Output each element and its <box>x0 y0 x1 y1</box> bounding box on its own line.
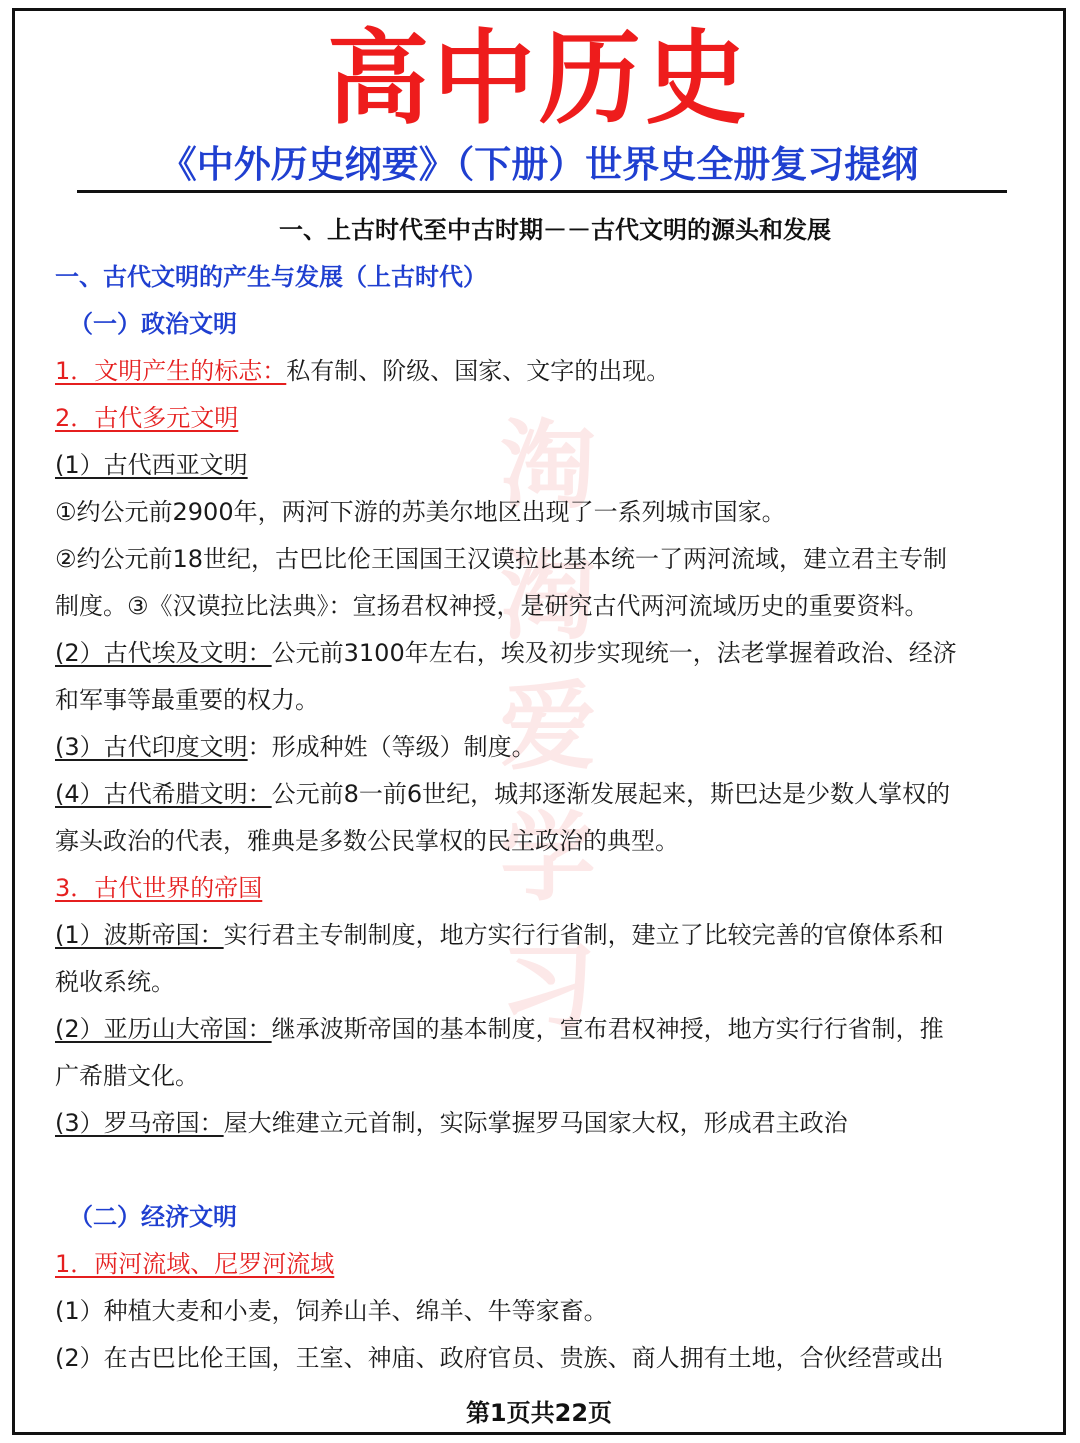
paragraph-line: ②约公元前18世纪，古巴比伦王国国王汉谟拉比基本统一了两河流域，建立君主专制 <box>55 545 948 573</box>
subsection-title-political: （一）政治文明 <box>69 310 237 338</box>
list-item <box>55 724 1035 771</box>
list-item <box>55 1100 1035 1147</box>
watermark-char: 学 <box>500 800 596 914</box>
part-title: 一、古代文明的产生与发展（上古时代） <box>55 263 487 291</box>
subsection-title-economic: （二）经济文明 <box>69 1203 237 1231</box>
paragraph-line: (2）在古巴比伦王国，王室、神庙、政府官员、贵族、商人拥有土地，合伙经营或出 <box>55 1344 944 1372</box>
item-label: 1．两河流域、尼罗河流域 <box>55 1250 335 1278</box>
list-item <box>55 771 1035 818</box>
list-item <box>55 442 1035 489</box>
item-label: (3）罗马帝国： <box>55 1109 224 1137</box>
item-text: ：形成种姓（等级）制度。 <box>247 733 536 761</box>
paragraph-line: 寡头政治的代表，雅典是多数公民掌权的民主政治的典型。 <box>55 827 679 855</box>
item-text: 公元前3100年左右，埃及初步实现统一，法老掌握着政治、经济 <box>271 639 957 667</box>
item-text: 实行君主专制制度，地方实行行省制，建立了比较完善的官僚体系和 <box>223 921 944 949</box>
section-title: 一、上古时代至中古时期－－古代文明的源头和发展 <box>279 216 831 244</box>
title-divider <box>77 190 1007 193</box>
item-label: (2）亚历山大帝国： <box>55 1015 272 1043</box>
list-item <box>55 865 1035 912</box>
page-title: 高中历史 <box>327 20 751 139</box>
paragraph-line: 和军事等最重要的权力。 <box>55 686 319 714</box>
item-label: (3）古代印度文明 <box>55 733 248 761</box>
watermark-char: 爱 <box>500 670 596 784</box>
item-label: 1．文明产生的标志： <box>55 357 287 385</box>
item-label: (4）古代希腊文明： <box>55 780 272 808</box>
spacer <box>55 1147 1035 1194</box>
list-item <box>55 348 1035 395</box>
list-item <box>55 395 1035 442</box>
item-label: 3．古代世界的帝国 <box>55 874 263 902</box>
paragraph-line: 制度。③《汉谟拉比法典》：宣扬君权神授，是研究古代两河流域历史的重要资料。 <box>55 592 929 620</box>
item-label: (1）古代西亚文明 <box>55 451 248 479</box>
item-text: 屋大维建立元首制，实际掌握罗马国家大权，形成君主政治 <box>223 1109 848 1137</box>
item-text: 继承波斯帝国的基本制度，宣布君权神授，地方实行行省制，推 <box>271 1015 944 1043</box>
paragraph-line: 广希腊文化。 <box>55 1062 199 1090</box>
document-page <box>12 8 1066 1435</box>
watermark-char: 淘 <box>500 539 596 653</box>
item-label: 2．古代多元文明 <box>55 404 239 432</box>
paragraph-line: ①约公元前2900年，两河下游的苏美尔地区出现了一系列城市国家。 <box>55 498 786 526</box>
item-text: 公元前8一前6世纪，城邦逐渐发展起来，斯巴达是少数人掌权的 <box>271 780 951 808</box>
page-subtitle: 《中外历史纲要》（下册）世界史全册复习提纲 <box>159 143 919 186</box>
document-body <box>55 207 1035 1382</box>
list-item <box>55 1006 1035 1053</box>
paragraph-line: 税收系统。 <box>55 968 175 996</box>
item-label: (2）古代埃及文明： <box>55 639 272 667</box>
item-text: 私有制、阶级、国家、文字的出现。 <box>286 357 671 385</box>
list-item <box>55 912 1035 959</box>
watermark-char: 淘 <box>500 409 596 522</box>
list-item <box>55 1241 1035 1288</box>
item-label: (1）波斯帝国： <box>55 921 224 949</box>
watermark-char: 习 <box>500 931 596 1045</box>
paragraph-line: (1）种植大麦和小麦，饲养山羊、绵羊、牛等家畜。 <box>55 1297 608 1325</box>
page-number: 第1页共22页 <box>465 1399 613 1427</box>
list-item <box>55 630 1035 677</box>
